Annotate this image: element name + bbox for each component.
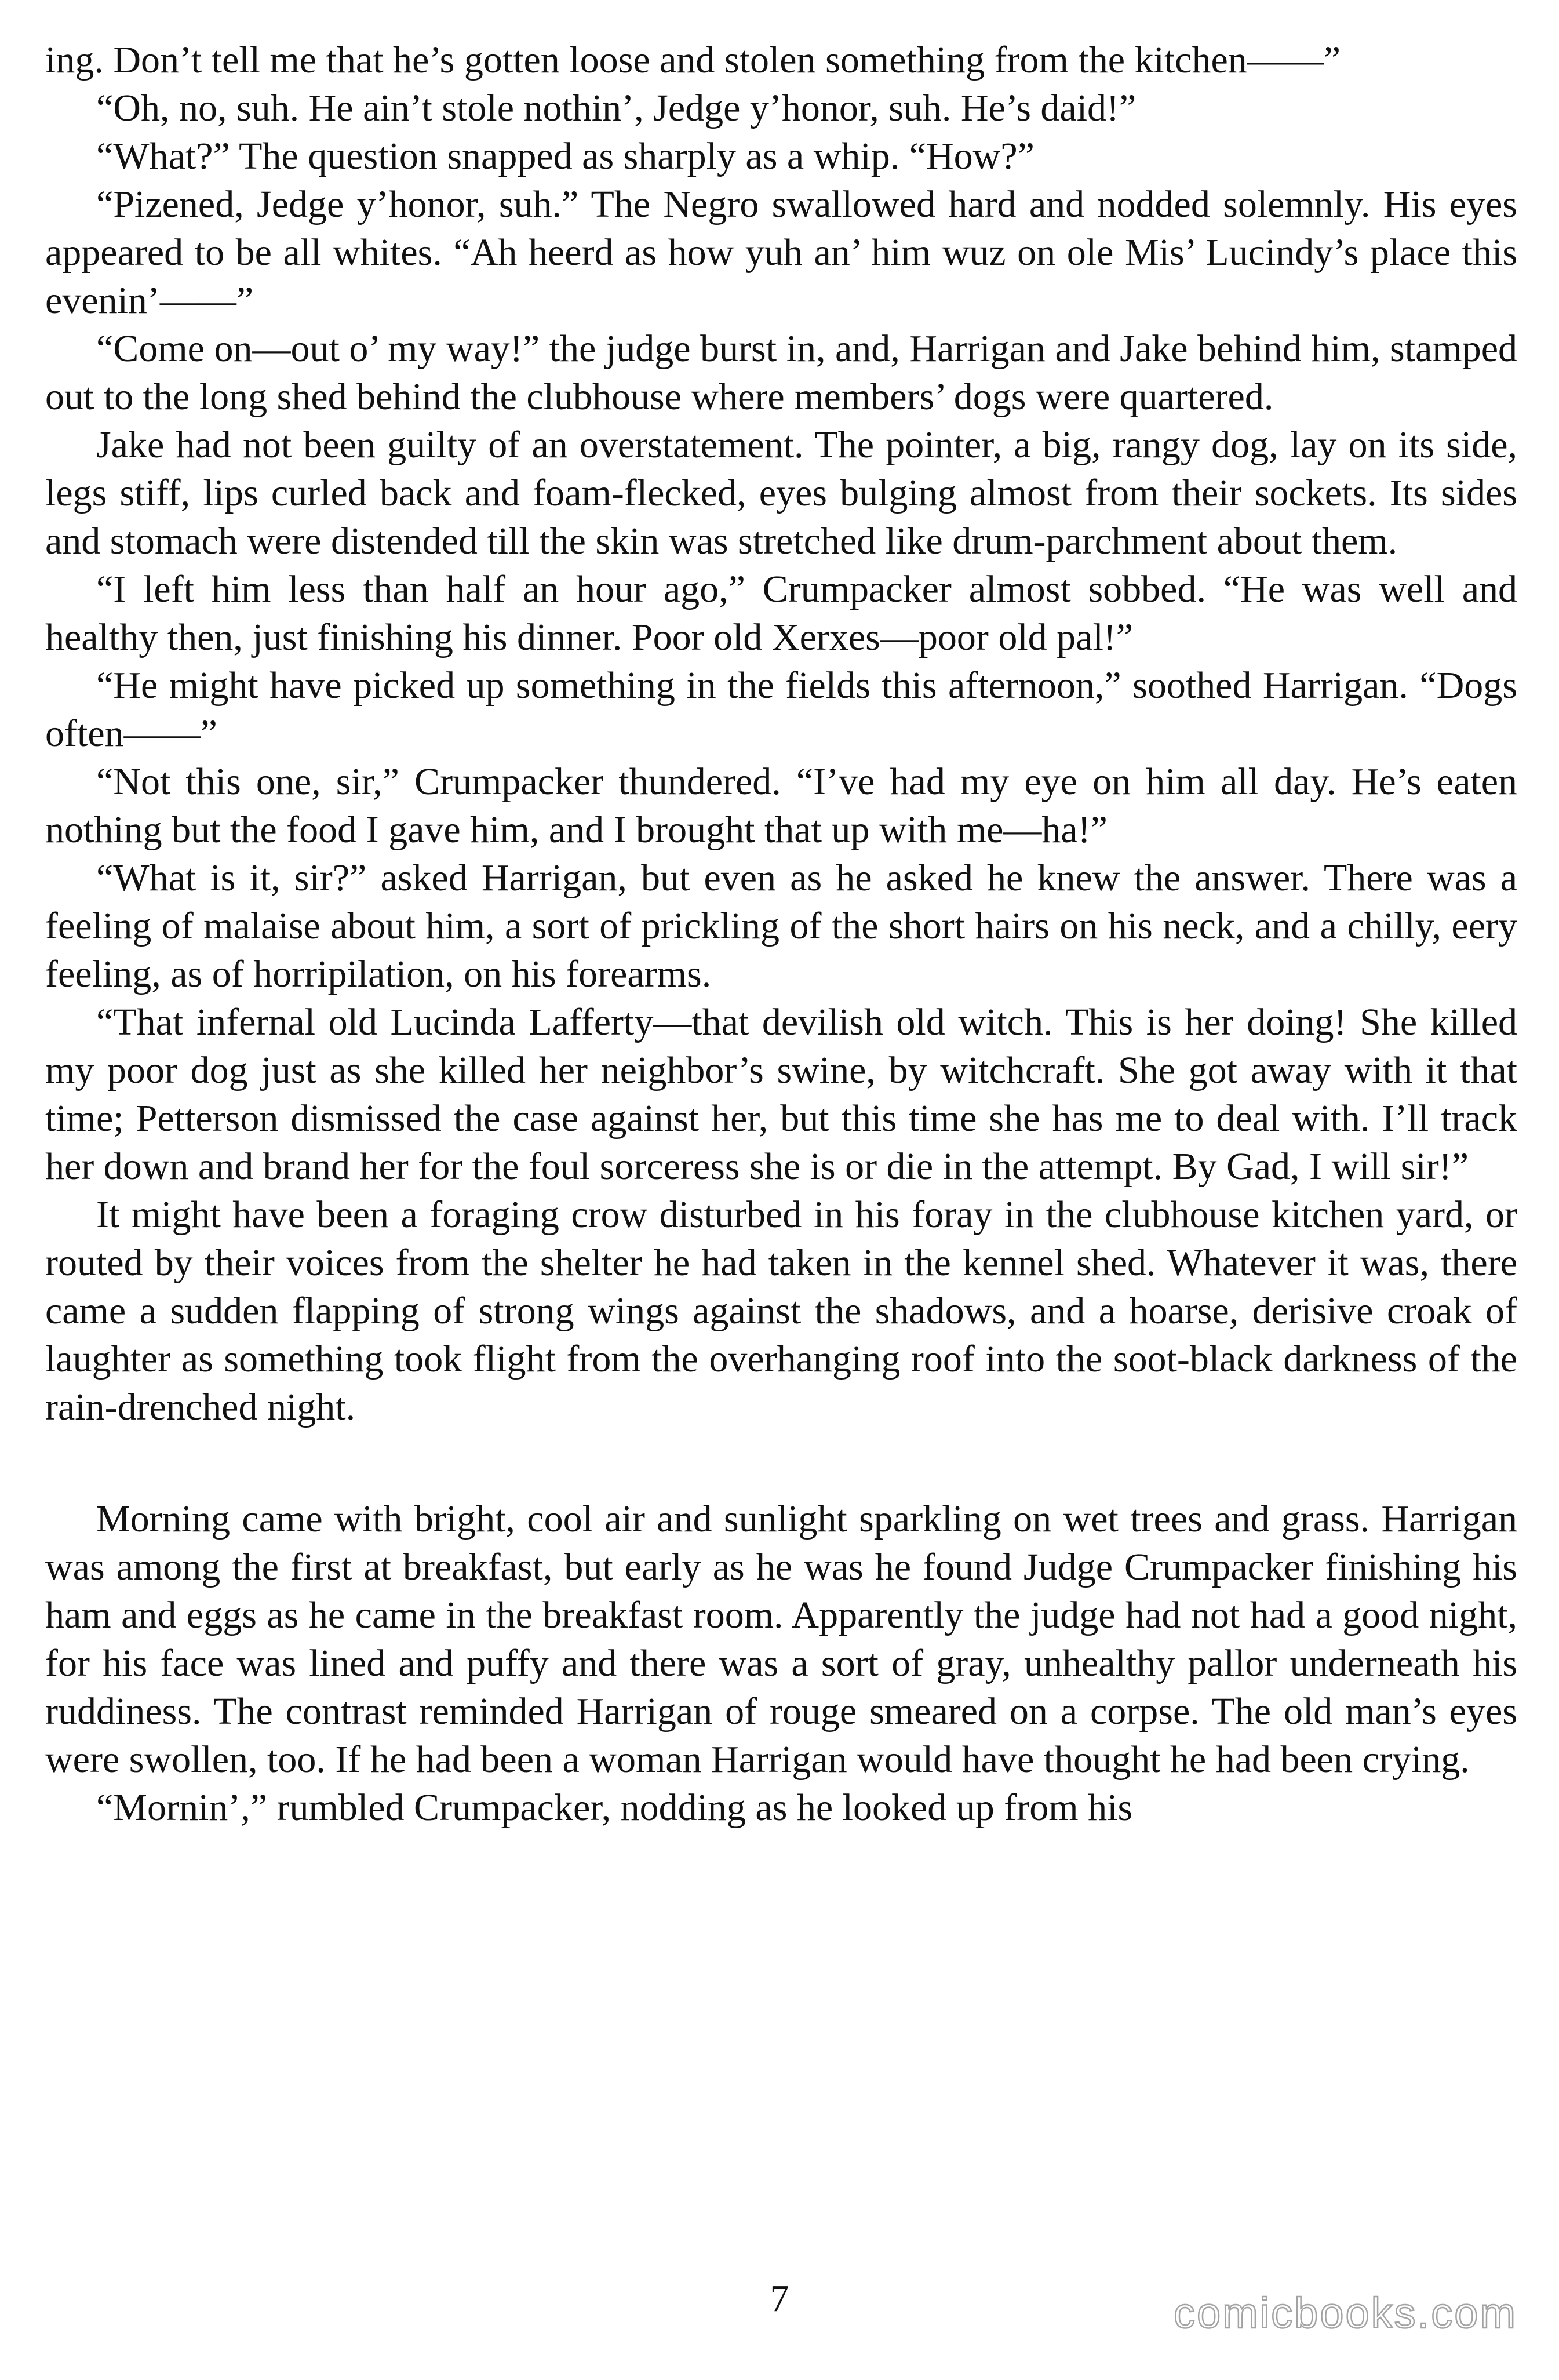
page-number: 7	[770, 2277, 789, 2320]
paragraph: “I left him less than half an hour ago,” Crumpacker almost sobbed. “He was well and healthy then, just finishing his dinner. Poor old Xerxes—poor old pal!”	[45, 568, 1517, 658]
watermark: comicbooks.com	[1173, 2289, 1517, 2337]
paragraph: It might have been a foraging crow disturbed in his foray in the clubhouse kitchen yard, or routed by their voices from the shelter he had taken in the kennel shed. Whatever it was, there came a sudden flapping of strong wings against the shadows, and a hoarse, derisive croak of laughter as something took flight from the overhanging roof into the soot-black darkness of the rain-drenched night.	[45, 1193, 1517, 1428]
paragraph: “Pizened, Jedge y’honor, suh.” The Negro swallowed hard and nodded solemnly. His eyes appeared to be all whites. “Ah heerd as how yuh an’ him wuz on ole Mis’ Lucindy’s place this evenin’——”	[45, 183, 1517, 322]
paragraph: “That infernal old Lucinda Lafferty—that devilish old witch. This is her doing! She killed my poor dog just as she killed her neighbor’s swine, by witchcraft. She got away with it that time; Petterson dismissed the case against her, but this time she has me to deal with. I’ll track her down and brand her for the foul sorceress she is or die in the attempt. By Gad, I will sir!”	[45, 1001, 1517, 1188]
paragraph: “Mornin’,” rumbled Crumpacker, nodding as he looked up from his	[96, 1786, 1133, 1829]
paragraph: “He might have picked up something in the fields this afternoon,” soothed Harrigan. “Dogs often——”	[45, 664, 1517, 755]
paragraph: “What is it, sir?” asked Harrigan, but even as he asked he knew the answer. There was a feeling of malaise about him, a sort of prickling of the short hairs on his neck, and a chilly, eery feeling, as of horripilation, on his forearms.	[45, 857, 1517, 995]
paragraph: Jake had not been guilty of an overstatement. The pointer, a big, rangy dog, lay on its side, legs stiff, lips curled back and foam-flecked, eyes bulging almost from their sockets. Its sides and stomach were distended till the skin was stretched like drum-parchment about them.	[45, 424, 1517, 562]
paragraph: “Not this one, sir,” Crumpacker thundered. “I’ve had my eye on him all day. He’s eaten nothing but the food I gave him, and I brought that up with me—ha!”	[45, 760, 1517, 851]
paragraph: “What?” The question snapped as sharply as a whip. “How?”	[96, 135, 1035, 177]
paragraph: “Come on—out o’ my way!” the judge burst in, and, Harrigan and Jake behind him, stamped out to the long shed behind the clubhouse where members’ dogs were quartered.	[45, 327, 1517, 418]
paragraph: Morning came with bright, cool air and sunlight sparkling on wet trees and grass. Harrigan was among the first at breakfast, but early as he was he found Judge Crumpacker finishing his ham and eggs as he came in the breakfast room. Apparently the judge had not had a good night, for his face was lined and puffy and there was a sort of gray, unhealthy pallor underneath his ruddiness. The contrast reminded Harrigan of rouge smeared on a corpse. The old man’s eyes were swollen, too. If he had been a woman Harrigan would have thought he had been crying.	[45, 1498, 1517, 1781]
body-text	[45, 36, 1517, 1832]
paragraph: ing. Don’t tell me that he’s gotten loose and stolen something from the kitchen——”	[45, 39, 1341, 81]
section-break	[45, 1431, 1517, 1495]
paragraph: “Oh, no, suh. He ain’t stole nothin’, Jedge y’honor, suh. He’s daid!”	[96, 87, 1137, 129]
